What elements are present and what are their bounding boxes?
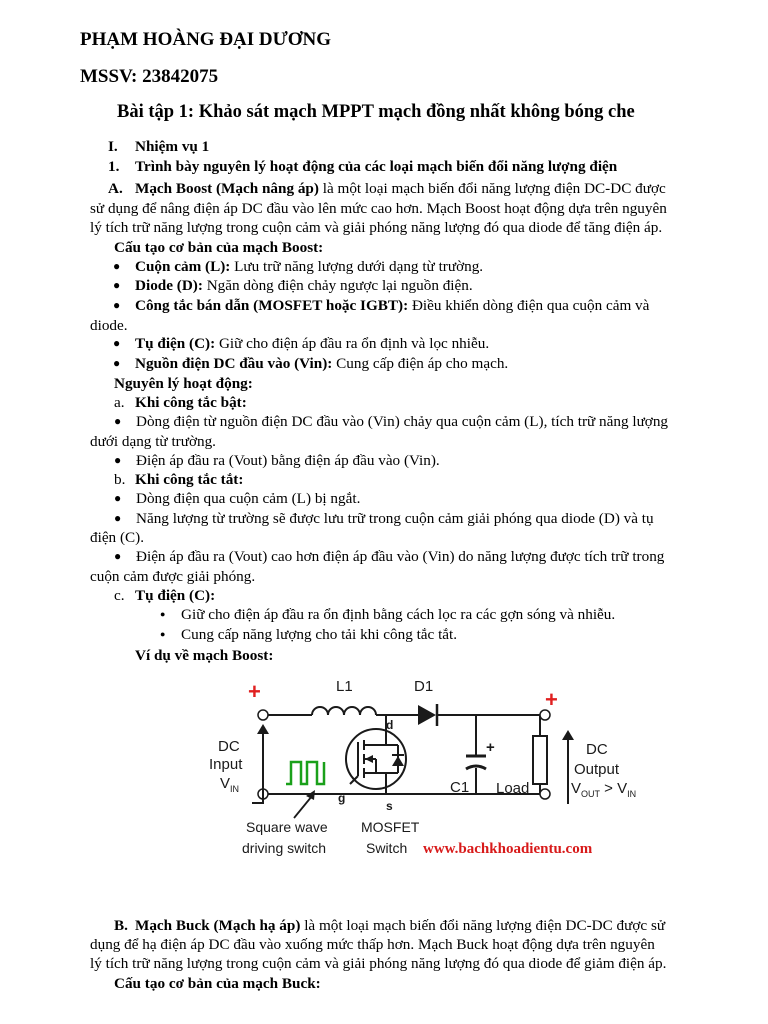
capacitor-sub-1: Giữ cho điện áp đầu ra ổn định bằng cách lọc ra các gợn sóng và nhiễu. (181, 606, 616, 623)
bullet-dot: ● (113, 356, 121, 370)
buck-intro-line-1 (114, 916, 666, 935)
load-label: Load (496, 780, 530, 797)
boost-intro-1: là một loại mạch biến đổi năng lượng điện DC-DC được (318, 180, 666, 197)
subsection-label: Trình bày nguyên lý hoạt động của các loại mạch biến đổi năng lượng điện (135, 158, 618, 175)
student-id: MSSV: 23842075 (80, 66, 219, 87)
buck-number: B. (114, 917, 128, 934)
buck-intro-line-3: lý tích trữ năng lượng trong cuộn cảm và giải phóng năng lượng đó qua diode để giảm điện áp. (90, 955, 667, 972)
boost-circuit-diagram (200, 672, 640, 862)
bullet-dot: ● (113, 336, 121, 350)
switch-on-title: Khi công tắc bật: (135, 394, 247, 411)
buck-structure-heading: Cấu tạo cơ bản của mạch Buck: (114, 975, 321, 992)
output-plus-sign: + (545, 687, 558, 712)
bullet-dot: ● (114, 414, 122, 428)
load-resistor-icon (533, 736, 547, 784)
input-terminal-top (258, 710, 268, 720)
component-switch-cont: diode. (90, 317, 128, 334)
inductor-icon (312, 707, 376, 715)
source-label: s (386, 799, 393, 813)
diode-icon (418, 705, 436, 725)
component-diode: Diode (D): Ngăn dòng điện chảy ngược lại nguồn điện. (135, 277, 473, 294)
capacitor-sub-2: Cung cấp năng lượng cho tải khi công tắc tắt. (181, 626, 458, 643)
bullet-dot: ● (113, 278, 121, 292)
mosfet-arrow (365, 755, 373, 763)
switch-off-label: b. (114, 471, 126, 488)
bullet-dot: ● (114, 511, 122, 525)
body-diode-icon (392, 756, 404, 766)
gate-label: g (338, 791, 346, 805)
student-name: PHẠM HOÀNG ĐẠI DƯƠNG (80, 29, 332, 50)
capacitor-label: C1 (450, 779, 470, 796)
output-terminal-bottom (540, 789, 550, 799)
vin-label: $V_{IN}$ (220, 775, 240, 794)
component-switch: Công tắc bán dẫn (MOSFET hoặc IGBT): Điều khiển dòng điện qua cuộn cảm và (135, 297, 650, 314)
mosfet-caption-2: Switch (366, 840, 408, 856)
boost-heading: Mạch Boost (Mạch nâng áp) (135, 180, 319, 197)
buck-intro-line-2: dụng để hạ điện áp DC đầu vào xuống mức thấp hơn. Mạch Buck hoạt động dựa trên nguyên (90, 936, 655, 953)
switch-on-bullet-1: Dòng điện từ nguồn điện DC đầu vào (Vin) chảy qua cuộn cảm (L), tích trữ năng lượng (136, 413, 669, 430)
subsection-heading (108, 157, 618, 176)
output-arrow-head (562, 730, 574, 740)
square-wave-caption-1: Square wave (246, 819, 328, 835)
input-plus-sign: + (248, 679, 261, 704)
diode-label: D1 (414, 678, 434, 695)
component-source: Nguồn điện DC đầu vào (Vin): Cung cấp điện áp cho mạch. (135, 355, 509, 372)
bullet-dot: ● (114, 453, 122, 467)
dc-input-label-1: DC (218, 738, 240, 755)
watermark-url: www.bachkhoadientu.com (423, 841, 593, 857)
section-label: Nhiệm vụ 1 (135, 138, 210, 155)
principle-heading: Nguyên lý hoạt động: (114, 375, 253, 392)
section-heading (108, 137, 210, 156)
input-arrow-head (257, 724, 269, 734)
capacitor-label: c. (114, 587, 125, 604)
boost-intro-line-1 (108, 179, 666, 198)
bullet-dot: ● (113, 259, 121, 273)
boost-number: A. (108, 180, 123, 197)
switch-off-bullet-3-cont: cuộn cảm được giải phóng. (90, 568, 256, 585)
sub-bullet-dot: ● (160, 609, 166, 619)
switch-off-title: Khi công tắc tắt: (135, 471, 244, 488)
section-number: I. (108, 138, 118, 155)
square-wave-icon (286, 762, 324, 784)
square-wave-caption-2: driving switch (242, 840, 327, 856)
switch-off-bullet-3: Điện áp đầu ra (Vout) cao hơn điện áp đầu vào (Vin) do năng lượng được tích trữ trong (136, 548, 665, 565)
inductor-label: L1 (336, 678, 353, 695)
capacitor-title: Tụ điện (C): (135, 587, 216, 604)
switch-off-bullet-2: Năng lượng từ trường sẽ được lưu trữ trong cuộn cảm giải phóng qua diode (D) và tụ (136, 510, 654, 527)
sub-bullet-dot: ● (160, 629, 166, 639)
component-capacitor: Tụ điện (C): Giữ cho điện áp đầu ra ổn định và lọc nhiễu. (135, 335, 490, 352)
switch-on-label: a. (114, 394, 125, 411)
capacitor-plus: + (486, 739, 495, 756)
drain-label: d (386, 718, 394, 732)
mosfet-caption-1: MOSFET (361, 819, 420, 835)
switch-on-bullet-1-cont: dưới dạng từ trường. (90, 433, 216, 450)
bullet-dot: ● (114, 549, 122, 563)
boost-structure-heading: Cấu tạo cơ bản của mạch Boost: (114, 239, 324, 256)
switch-off-bullet-2-cont: điện (C). (90, 529, 144, 546)
component-inductor: Cuộn cảm (L): Lưu trữ năng lượng dưới dạng từ trường. (135, 258, 484, 275)
assignment-title: Bài tập 1: Khảo sát mạch MPPT mạch đồng nhất không bóng che (117, 102, 635, 122)
square-wave-arrow (294, 796, 312, 818)
switch-on-bullet-2: Điện áp đầu ra (Vout) bằng điện áp đầu vào (Vin). (136, 452, 440, 469)
buck-intro-1: là một loại mạch biến đổi năng lượng điện DC-DC được sử (300, 917, 666, 934)
example-heading: Ví dụ về mạch Boost: (135, 647, 274, 664)
boost-intro-line-2: sử dụng để nâng điện áp DC đầu vào lên mức cao hơn. Mạch Boost hoạt động dựa trên nguyên (90, 200, 667, 217)
buck-heading: Mạch Buck (Mạch hạ áp) (135, 917, 301, 934)
subsection-number: 1. (108, 158, 120, 175)
switch-off-bullet-1: Dòng điện qua cuộn cảm (L) bị ngắt. (136, 490, 361, 507)
boost-intro-line-3: lý tích trữ năng lượng trong cuộn cảm và giải phóng năng lượng đó qua diode để tăng điện áp. (90, 219, 663, 236)
bullet-dot: ● (113, 298, 121, 312)
dc-output-label-1: DC (586, 741, 608, 758)
dc-output-label-2: Output (574, 761, 620, 778)
bullet-dot: ● (114, 491, 122, 505)
dc-input-label-2: Input (209, 756, 243, 773)
vout-label: $V_{OUT} > V_{IN}$ (571, 780, 637, 799)
